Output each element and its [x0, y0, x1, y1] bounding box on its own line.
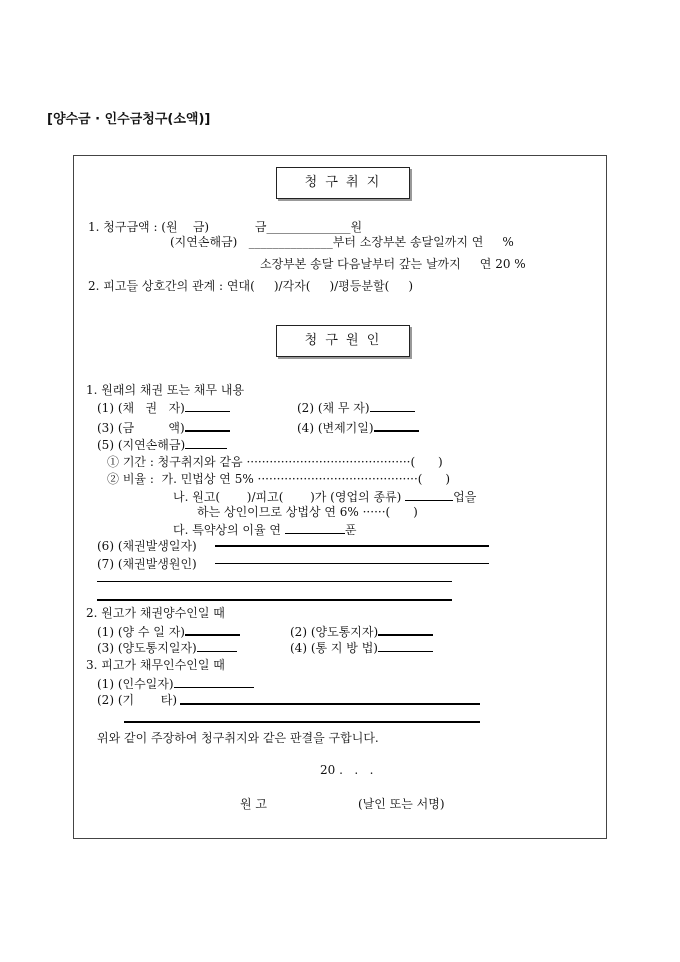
field-amount: (3) (금 액) — [97, 419, 230, 435]
field-notice-method: (4) (통 지 방 법) — [290, 640, 433, 655]
claim-delay-line: (지연손해금) ______________부터 소장부본 송달일까지 연 % — [170, 235, 514, 249]
field-debtor: (2) (채 무 자) — [297, 400, 415, 415]
claim-cause-line — [215, 563, 489, 564]
rate-civil-line: ② 비율 : 가. 민법상 연 5% ··········································( ) — [107, 472, 451, 486]
document-title: [양수금 · 인수금청구(소액)] — [47, 112, 211, 127]
field-delay-damages: (5) (지연손해금) — [97, 437, 227, 452]
field-due-date: (4) (변제기일) — [297, 419, 419, 435]
cause-heading-2: 2. 원고가 채권양수인일 때 — [86, 606, 225, 620]
other-line — [180, 703, 480, 705]
rate-contract-line: 다. 특약상의 이율 연 푼 — [173, 523, 357, 537]
field-transfer-date: (1) (양 수 일 자) — [97, 623, 240, 639]
blank-line — [97, 599, 452, 601]
closing-statement: 위와 같이 주장하여 청구취지와 같은 판결을 구합니다. — [97, 731, 379, 745]
rate-commercial-line: 하는 상인이므로 상법상 연 6% ······( ) — [197, 505, 418, 519]
blank-line — [97, 581, 452, 582]
section-heading-cause: 청 구 원 인 — [276, 325, 410, 357]
period-line: ① 기간 : 청구취지와 같음 ···········································( ) — [107, 455, 443, 469]
field-notifier: (2) (양도통지자) — [290, 623, 433, 639]
rate-merchant-line: 나. 원고( )/피고( )가 (영업의 종류) 업을 — [173, 490, 477, 504]
cause-heading-1: 1. 원래의 채권 또는 채무 내용 — [86, 383, 245, 397]
plaintiff-label: 원 고 — [240, 797, 267, 811]
field-assumption-date: (1) (인수일자) — [97, 676, 254, 691]
field-creditor: (1) (채 권 자) — [97, 400, 230, 415]
field-claim-cause: (7) (채권발생원인) — [97, 557, 197, 571]
claim-date-line — [215, 545, 489, 547]
field-other: (2) (기 타) — [97, 693, 178, 707]
date-line: 20 . . . — [320, 763, 374, 777]
signature-label: (날인 또는 서명) — [358, 797, 445, 811]
blank-line — [124, 721, 480, 723]
section-heading-claim: 청 구 취 지 — [276, 167, 410, 199]
claim-rate-line: 소장부본 송달 다음날부터 갚는 날까지 연 20 % — [260, 257, 526, 271]
claim-amount-line: 1. 청구금액 : (원 금) 금______________원 — [88, 220, 363, 234]
field-notice-date: (3) (양도통지일자) — [97, 640, 237, 655]
cause-heading-3: 3. 피고가 채무인수인일 때 — [86, 658, 225, 672]
field-claim-date: (6) (채권발생일자) — [97, 539, 197, 553]
defendant-relation-line: 2. 피고들 상호간의 관계 : 연대( )/각자( )/평등분할( ) — [88, 279, 414, 293]
